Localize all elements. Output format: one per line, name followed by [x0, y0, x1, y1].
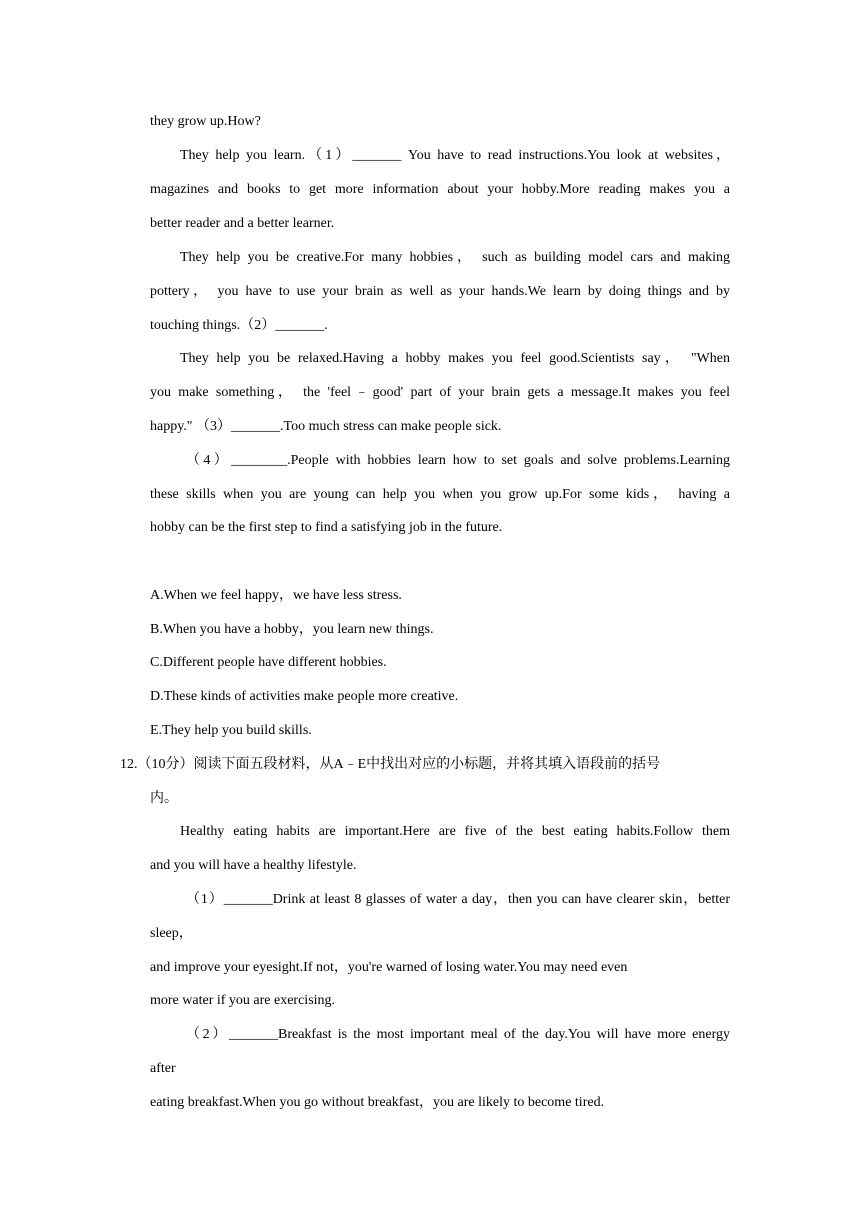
- passage-line: magazines and books to get more information about your hobby.More reading makes you a: [150, 182, 730, 197]
- passage-line: They help you be relaxed.Having a hobby makes you feel good.Scientists say， "When: [180, 351, 730, 366]
- passage-line: Healthy eating habits are important.Here are five of the best eating habits.Follow them: [180, 824, 730, 839]
- passage-line: more water if you are exercising.: [150, 993, 336, 1008]
- passage-line: They help you learn.（1）_______ You have to read instructions.You look at websites，: [180, 148, 730, 163]
- passage-line: （1）_______Drink at least 8 glasses of water a day，then you can have clearer skin，better: [186, 892, 730, 907]
- passage-line: （4）________.People with hobbies learn how to set goals and solve problems.Learning: [186, 453, 730, 468]
- option-e: E.They help you build skills.: [150, 723, 312, 738]
- passage-line: and you will have a healthy lifestyle.: [150, 858, 357, 873]
- passage-line: touching things.（2）_______.: [150, 318, 328, 333]
- passage-line: better reader and a better learner.: [150, 216, 335, 231]
- passage-line: pottery， you have to use your brain as well as your hands.We learn by doing things and by: [150, 284, 730, 299]
- question-12-header: [120, 755, 730, 789]
- option-c: C.Different people have different hobbies.: [150, 655, 387, 670]
- question-instruction: （10分）阅读下面五段材料，从A﹣E中找出对应的小标题，并将其填入语段前的括号: [137, 757, 661, 772]
- option-a: A.When we feel happy，we have less stress.: [150, 588, 402, 603]
- passage-line: hobby can be the first step to find a satisfying job in the future.: [150, 520, 503, 535]
- option-d: D.These kinds of activities make people more creative.: [150, 689, 459, 704]
- passage-line: these skills when you are young can help you when you grow up.For some kids， having a: [150, 487, 730, 502]
- passage-line: they grow up.How?: [150, 114, 261, 129]
- question-instruction-cont: 内。: [150, 791, 178, 806]
- passage-line: and improve your eyesight.If not，you're warned of losing water.You may need even: [150, 960, 628, 975]
- passage-line: sleep，: [150, 926, 193, 941]
- question-number: 12.: [120, 757, 138, 772]
- passage-line: （2）_______Breakfast is the most important meal of the day.You will have more energy: [186, 1027, 730, 1042]
- passage-line: you make something， the 'feel﹣good' part of your brain gets a message.It makes you feel: [150, 385, 730, 400]
- passage-line: eating breakfast.When you go without breakfast，you are likely to become tired.: [150, 1095, 605, 1110]
- passage-line: They help you be creative.For many hobbies， such as building model cars and making: [180, 250, 730, 265]
- passage-line: after: [150, 1061, 176, 1076]
- passage-line: happy." （3）_______.Too much stress can make people sick.: [150, 419, 502, 434]
- option-b: B.When you have a hobby，you learn new things.: [150, 622, 434, 637]
